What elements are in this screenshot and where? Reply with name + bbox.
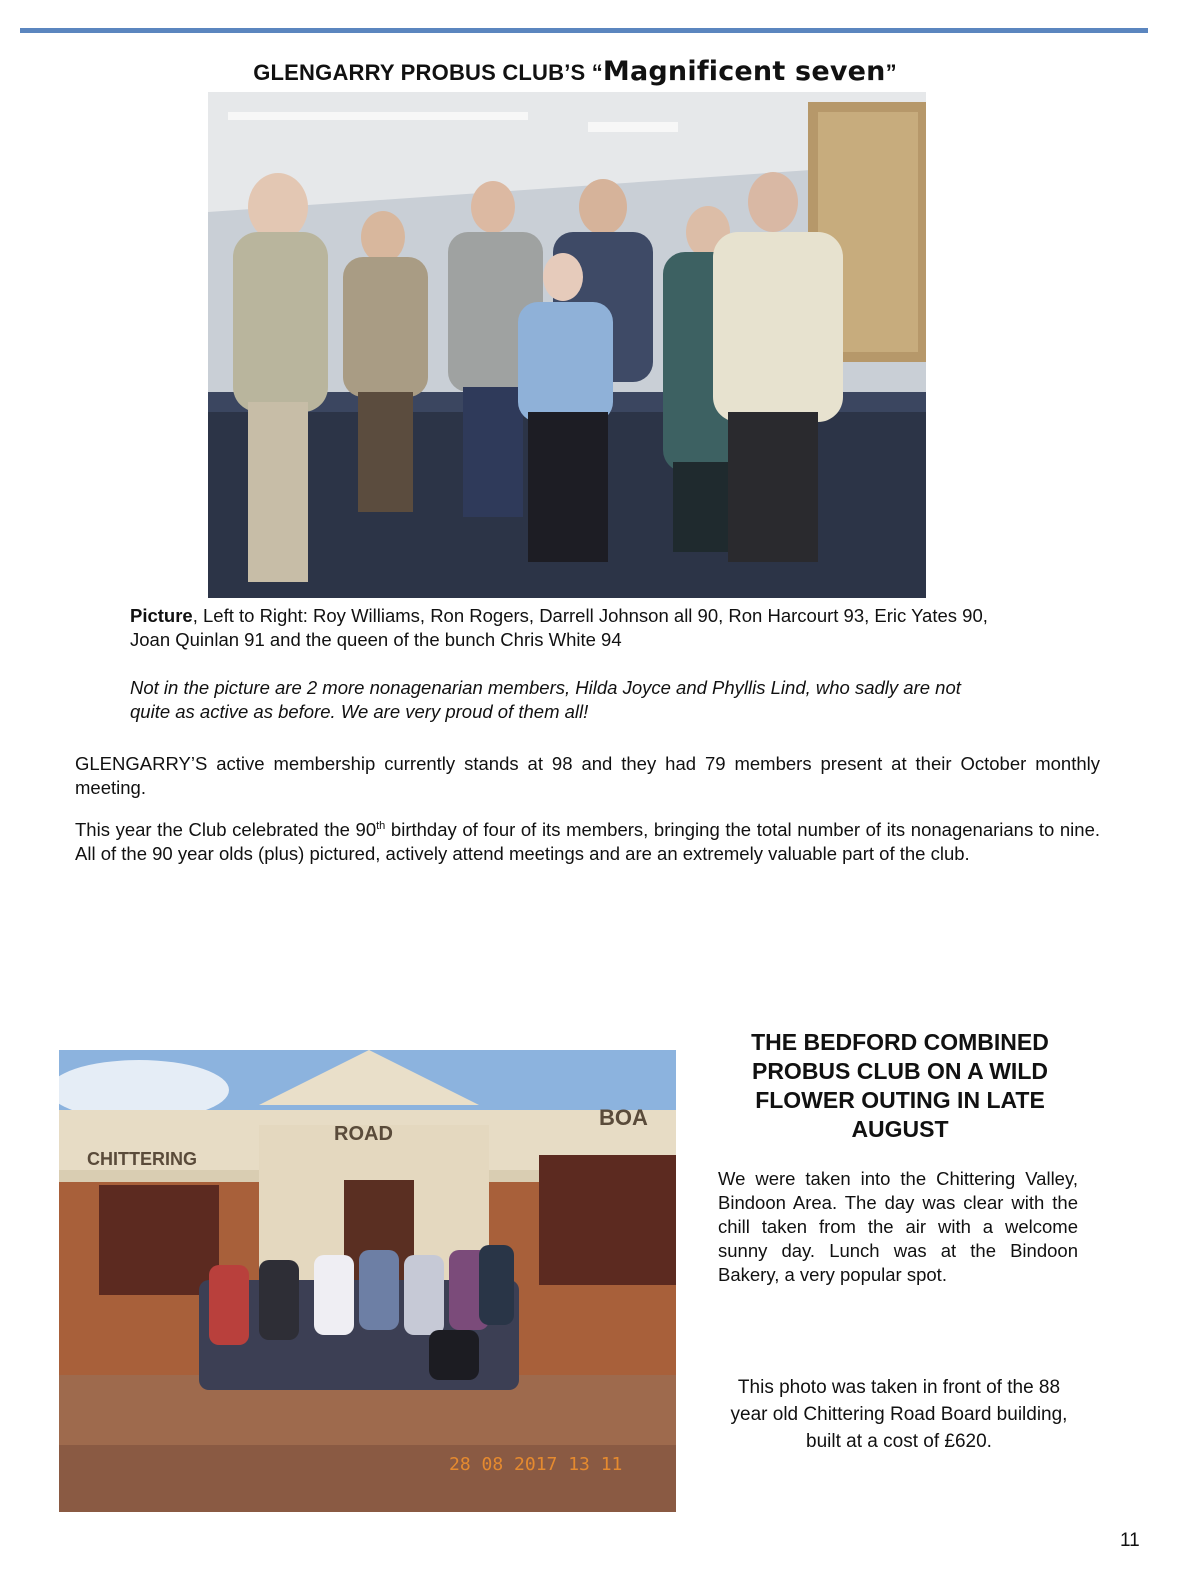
bedford-text: We were taken into the Chittering Valley, Bindoon Area. The day was clear with the chill taken from the air with a welcome sunny day. Lunch was at the Bindoon Bakery, a very popular spot. — [718, 1168, 1078, 1285]
photo-caption — [130, 604, 1000, 652]
title-main: GLENGARRY PROBUS CLUB’S “ — [253, 60, 603, 85]
title-close: ” — [885, 60, 897, 85]
caption-label: Picture — [130, 605, 193, 626]
page-title — [0, 56, 1150, 87]
membership-paragraph: GLENGARRY’S active membership currently stands at 98 and they had 79 members present at their October monthly meeting. — [75, 753, 1100, 798]
title-emphasis: Magnificent seven — [602, 56, 886, 87]
sign-left: CHITTERING — [87, 1149, 197, 1169]
page-number: 11 — [1120, 1530, 1140, 1551]
ordinal-suffix: th — [376, 819, 386, 832]
birthday-text-post: birthday of four of its members, bringing the total number of its nonagenarians to nine. All of the 90 year olds (plus) pictured, actively attend meetings and are an extremely valuable part of the club. — [75, 819, 1100, 864]
bedford-photo-art — [59, 1050, 676, 1512]
birthday-text-pre: This year the Club celebrated the 90 — [75, 819, 377, 840]
bedford-photo-note: This photo was taken in front of the 88 year old Chittering Road Board building, built at a cost of £620. — [730, 1377, 1068, 1452]
date-stamp: 28 08 2017 13 11 — [449, 1454, 623, 1475]
top-rule — [20, 28, 1148, 33]
sign-right: BOA — [599, 1105, 648, 1130]
group-photo-glengarry — [208, 92, 926, 598]
birthday-paragraph — [75, 818, 1100, 866]
caption-text: , Left to Right: Roy Williams, Ron Rogers, Darrell Johnson all 90, Ron Harcourt 93, Eric Yates 90, Joan Quinlan 91 and the queen of the bunch Chris White 94 — [130, 605, 988, 650]
sign-center: ROAD — [334, 1123, 393, 1145]
group-photo-bedford — [59, 1050, 676, 1512]
photo-note-italic: Not in the picture are 2 more nonagenarian members, Hilda Joyce and Phyllis Lind, who sadly are not quite as active as before. We are very proud of them all! — [130, 677, 961, 722]
bedford-title: THE BEDFORD COMBINED PROBUS CLUB ON A WILD FLOWER OUTING IN LATE AUGUST — [751, 1029, 1049, 1142]
glengarry-photo-art — [208, 92, 926, 598]
